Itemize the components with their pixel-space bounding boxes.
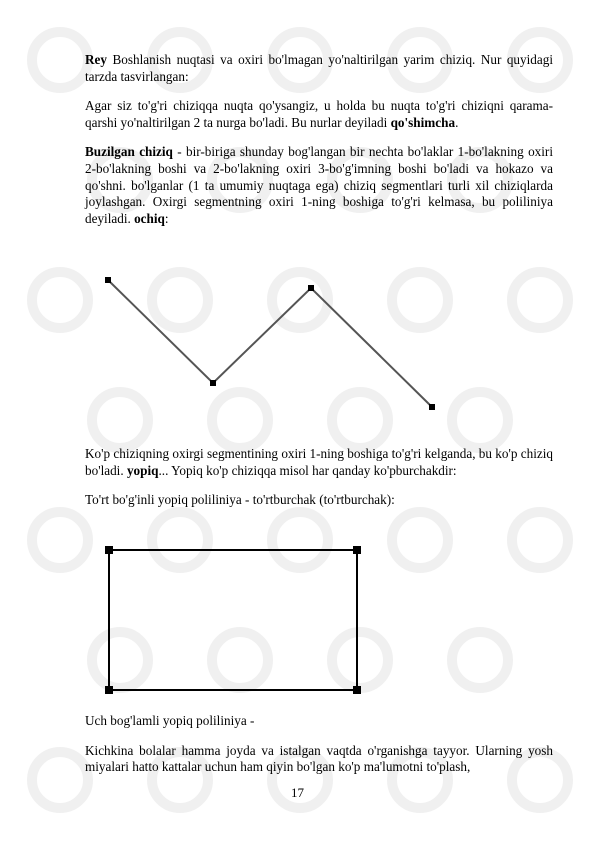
vertex-point	[105, 277, 111, 283]
paragraph-quadrilateral	[85, 492, 553, 509]
paragraph-children	[85, 743, 553, 776]
quadrilateral-figure	[85, 540, 395, 700]
paragraph-text: Kichkina bolalar hamma joyda va istalgan vaqtda o'rganishga tayyor. Ularning yosh miyalari hatto kattalar uchun ham qiyin bo'lgan ko'p ma'lumotni to'plash,	[85, 742, 553, 775]
paragraph-text: Boshlanish nuqtasi va oxiri bo'lmagan yo'naltirilgan yarim chiziq. Nur quyidagi tarzda tasvirlangan:	[85, 52, 553, 84]
paragraph-text: Ko'p chiziqning oxirgi segmentining oxiri 1-ning boshiga to'g'ri kelganda, bu ko'p chiziq bo'ladi.	[85, 446, 553, 478]
paragraph-text: - bir-biriga shunday bog'langan bir nechta bo'laklar 1-bo'lakning oxiri 2-bo'lakning boshi va 2-bo'lakning oxiri 3-bo'g'imning boshi bo'ladi va hokazo va qo'shni. bo'lganlar (1 ta umumiy nuqtaga ega) chiziq segmentlari turli xil chiziqlarda joylashgan. Oxirgi segmentning oxiri 1-ning boshiga to'g'ri kelmasa, bu poliliniya deyiladi.	[85, 144, 553, 226]
vertex-point	[308, 285, 314, 291]
paragraph-complementary	[85, 98, 553, 131]
term-polyline: Buzilgan chiziq	[85, 144, 173, 160]
term-ray: Rey	[85, 52, 107, 67]
paragraph-text: .	[455, 114, 459, 130]
page-body	[85, 52, 553, 227]
page-number: 17	[291, 785, 304, 800]
paragraph-text: Uch bog'lamli yopiq poliliniya -	[85, 713, 255, 728]
vertex-point	[105, 686, 113, 694]
vertex-point	[429, 404, 435, 410]
page-body-middle	[85, 446, 553, 509]
term-complementary: qo'shimcha	[390, 114, 456, 130]
open-polyline-figure	[85, 262, 445, 442]
paragraph-closed	[85, 446, 553, 479]
paragraph-text: To'rt bo'g'inli yopiq poliliniya - to'rtburchak (to'rtburchak):	[85, 492, 395, 508]
paragraph-triangle	[85, 713, 553, 730]
open-polyline	[108, 280, 432, 407]
vertex-point	[353, 686, 361, 694]
paragraph-ray	[85, 52, 553, 85]
paragraph-text: ... Yopiq ko'p chiziqqa misol har qanday ko'pburchakdir:	[158, 462, 457, 478]
vertex-point	[353, 546, 361, 554]
paragraph-text: :	[164, 210, 169, 226]
page-body-bottom	[85, 713, 553, 776]
vertex-point	[105, 546, 113, 554]
paragraph-text: Agar siz to'g'ri chiziqqa nuqta qo'ysangiz, u holda bu nuqta to'g'ri chiziqni qarama-qarshi yo'naltirilgan 2 ta nurga bo'ladi. Bu nurlar deyiladi	[85, 98, 553, 130]
term-closed: yopiq	[126, 462, 159, 478]
term-open: ochiq	[134, 210, 165, 226]
vertex-point	[210, 380, 216, 386]
paragraph-polyline	[85, 144, 553, 227]
closed-quadrilateral	[109, 550, 357, 690]
